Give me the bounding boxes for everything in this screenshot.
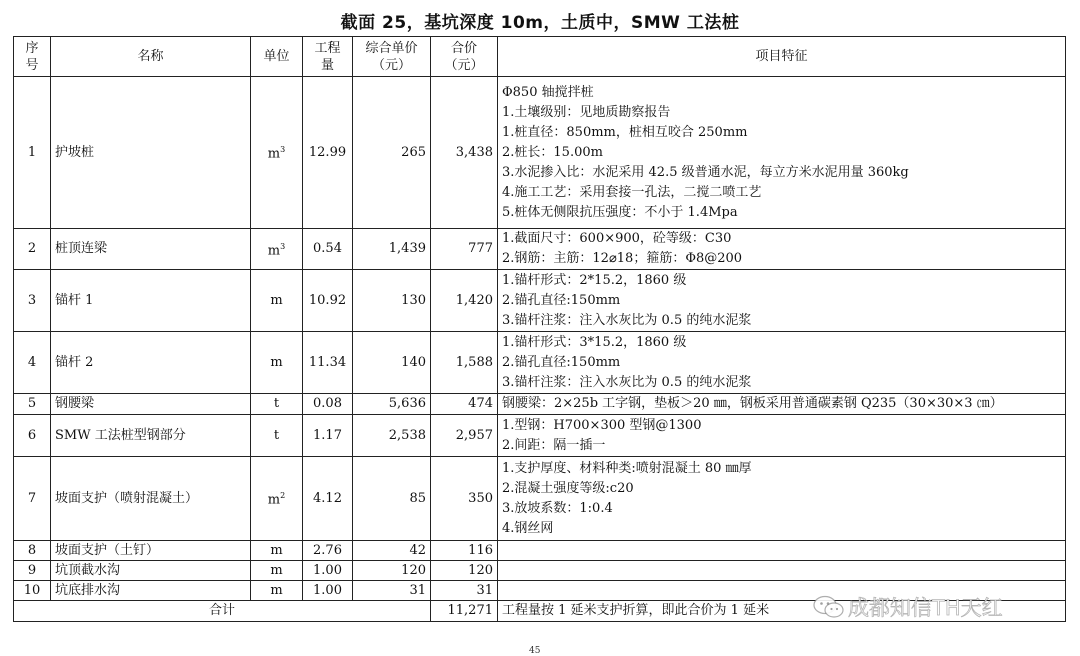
feature-line: 2.桩长：15.00m: [502, 144, 603, 160]
cell-unit-price: 42: [353, 541, 431, 561]
header-unit-price: 综合单价（元）: [353, 37, 431, 77]
feature-line: 3.放坡系数：1:0.4: [502, 500, 613, 516]
page-number: 45: [529, 646, 541, 656]
feature-line: 5.桩体无侧限抗压强度：不小于 1.4Mpa: [502, 204, 738, 220]
unit-superscript: 3: [280, 241, 286, 251]
cell-unit: [251, 415, 303, 457]
feature-line: 4.钢丝网: [502, 520, 554, 536]
header-unit: 单位: [251, 37, 303, 77]
unit-text: m: [270, 354, 283, 370]
summary-label: 合计: [14, 601, 431, 622]
cell-total: 777: [431, 229, 498, 270]
cell-qty: 2.76: [303, 541, 353, 561]
cell-feature: [498, 561, 1066, 581]
header-qty: 工程量: [303, 37, 353, 77]
cell-feature: [498, 229, 1066, 270]
table-row: [14, 229, 1066, 270]
feature-line: Φ850 轴搅拌桩: [502, 84, 594, 100]
unit-text: m: [267, 146, 281, 162]
feature-line: 1.土壤级别：见地质勘察报告: [502, 104, 671, 120]
feature-line: 2.混凝土强度等级:c20: [502, 480, 634, 496]
unit-text: t: [273, 396, 280, 411]
unit-text: m: [270, 582, 283, 598]
cell-name: 护坡桩: [51, 77, 251, 229]
cell-feature: [498, 415, 1066, 457]
unit-text: m: [270, 542, 283, 558]
unit-text: m: [270, 292, 283, 308]
document-title: 截面 25，基坑深度 10m，土质中，SMW 工法桩: [340, 13, 740, 33]
cell-qty: 1.17: [303, 415, 353, 457]
cell-seq: 1: [14, 77, 51, 229]
cell-name: 坑顶截水沟: [51, 561, 251, 581]
table-row: [14, 332, 1066, 394]
cell-feature: [498, 77, 1066, 229]
cell-total: 116: [431, 541, 498, 561]
cell-seq: 7: [14, 457, 51, 541]
cell-name: 锚杆 1: [51, 270, 251, 332]
feature-line: 钢腰梁：2×25b 工字钢，垫板＞20 ㎜，钢板采用普通碳素钢 Q235（30×30×3 ㎝）: [502, 396, 1003, 411]
cell-qty: 12.99: [303, 77, 353, 229]
feature-line: 2.钢筋：主筋：12⌀18；箍筋：Φ8@200: [502, 251, 743, 266]
table-body: [14, 77, 1066, 622]
unit-text: m: [267, 243, 281, 259]
feature-line: 1.截面尺寸：600×900，砼等级：C30: [502, 231, 732, 246]
cell-qty: 0.54: [303, 229, 353, 270]
cell-qty: 11.34: [303, 332, 353, 394]
cell-feature: [498, 394, 1066, 415]
cell-seq: 2: [14, 229, 51, 270]
watermark-text: 成都知信TH天红: [848, 596, 1003, 620]
header-name: 名称: [51, 37, 251, 77]
cost-table: [13, 36, 1066, 622]
cell-seq: 9: [14, 561, 51, 581]
cell-unit-price: 140: [353, 332, 431, 394]
cell-name: 钢腰梁: [51, 394, 251, 415]
cell-name: 坡面支护（喷射混凝土）: [51, 457, 251, 541]
cell-seq: 8: [14, 541, 51, 561]
cell-unit-price: 85: [353, 457, 431, 541]
watermark: [812, 590, 1062, 624]
cell-unit-price: 2,538: [353, 415, 431, 457]
cell-name: 锚杆 2: [51, 332, 251, 394]
cell-unit: [251, 541, 303, 561]
cell-unit: [251, 457, 303, 541]
summary-note: 工程量按 1 延米支护折算，即此合价为 1 延米: [498, 601, 1066, 622]
cell-unit: [251, 581, 303, 601]
cell-feature: [498, 332, 1066, 394]
table-row: [14, 541, 1066, 561]
cell-unit-price: 130: [353, 270, 431, 332]
cell-unit-price: 1,439: [353, 229, 431, 270]
feature-line: 1.锚杆形式：3*15.2，1860 级: [502, 334, 687, 350]
table-row: [14, 415, 1066, 457]
feature-line: 1.型钢：H700×300 型钢@1300: [502, 417, 702, 433]
feature-line: 4.施工工艺：采用套接一孔法，二搅二喷工艺: [502, 184, 762, 200]
header-feature: 项目特征: [498, 37, 1066, 77]
cell-qty: 10.92: [303, 270, 353, 332]
cell-feature: [498, 541, 1066, 561]
table-row: [14, 457, 1066, 541]
cell-qty: 0.08: [303, 394, 353, 415]
cell-total: 31: [431, 581, 498, 601]
unit-superscript: 3: [280, 145, 286, 155]
feature-line: 3.水泥掺入比：水泥采用 42.5 级普通水泥，每立方米水泥用量 360kg: [502, 164, 909, 180]
cell-feature: [498, 270, 1066, 332]
cell-total: 2,957: [431, 415, 498, 457]
table-row: [14, 270, 1066, 332]
header-seq: 序号: [14, 37, 51, 77]
cell-unit-price: 265: [353, 77, 431, 229]
unit-superscript: 2: [280, 491, 286, 501]
cell-name: 桩顶连梁: [51, 229, 251, 270]
cell-total: 1,420: [431, 270, 498, 332]
cell-name: 坡面支护（土钉）: [51, 541, 251, 561]
unit-text: m: [267, 492, 281, 508]
cell-unit: [251, 332, 303, 394]
summary-total: 11,271: [431, 601, 498, 622]
cell-qty: 4.12: [303, 457, 353, 541]
cell-seq: 10: [14, 581, 51, 601]
cell-unit-price: 31: [353, 581, 431, 601]
cell-unit-price: 120: [353, 561, 431, 581]
cell-unit-price: 5,636: [353, 394, 431, 415]
unit-text: m: [270, 562, 283, 578]
header-row: [14, 37, 1066, 77]
feature-line: 3.锚杆注浆：注入水灰比为 0.5 的纯水泥浆: [502, 374, 752, 390]
feature-line: 3.锚杆注浆：注入水灰比为 0.5 的纯水泥浆: [502, 312, 752, 328]
cell-seq: 6: [14, 415, 51, 457]
cell-unit: [251, 561, 303, 581]
table-row: [14, 394, 1066, 415]
feature-line: 1.桩直径：850mm，桩相互咬合 250mm: [502, 124, 748, 140]
cell-seq: 4: [14, 332, 51, 394]
unit-text: t: [273, 427, 280, 443]
feature-line: 1.支护厚度、材料种类:喷射混凝土 80 ㎜厚: [502, 460, 752, 476]
feature-line: 2.锚孔直径:150mm: [502, 354, 621, 370]
cell-total: 120: [431, 561, 498, 581]
cell-total: 3,438: [431, 77, 498, 229]
feature-line: 2.锚孔直径:150mm: [502, 292, 621, 308]
cell-total: 474: [431, 394, 498, 415]
cell-total: 1,588: [431, 332, 498, 394]
cell-seq: 5: [14, 394, 51, 415]
feature-line: 1.锚杆形式：2*15.2，1860 级: [502, 272, 687, 288]
cell-unit: [251, 394, 303, 415]
table-row: [14, 561, 1066, 581]
feature-line: 2.间距：隔一插一: [502, 437, 606, 453]
cell-feature: [498, 457, 1066, 541]
cell-name: 坑底排水沟: [51, 581, 251, 601]
cell-unit: [251, 77, 303, 229]
table-row: [14, 77, 1066, 229]
wechat-icon: [812, 594, 846, 620]
cell-qty: 1.00: [303, 561, 353, 581]
cell-name: SMW 工法桩型钢部分: [51, 415, 251, 457]
header-total: 合价（元）: [431, 37, 498, 77]
cell-qty: 1.00: [303, 581, 353, 601]
cell-total: 350: [431, 457, 498, 541]
cell-unit: [251, 229, 303, 270]
cell-seq: 3: [14, 270, 51, 332]
cell-unit: [251, 270, 303, 332]
